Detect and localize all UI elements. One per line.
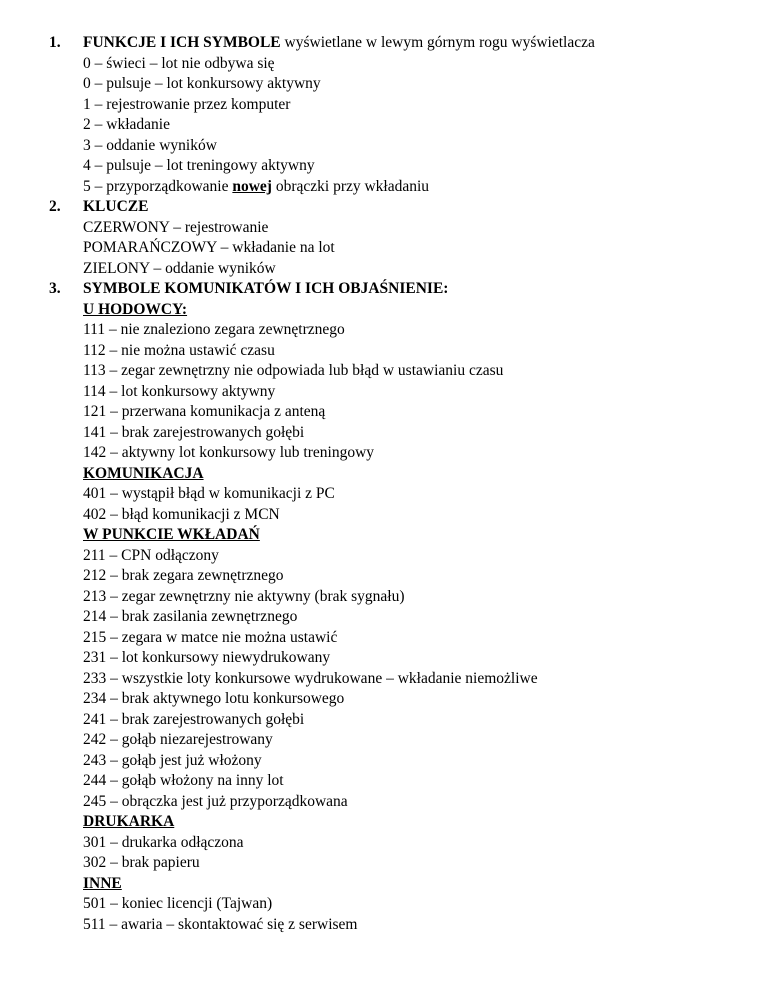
subheading xyxy=(0,874,768,895)
section-title: SYMBOLE KOMUNIKATÓW I ICH OBJAŚNIENIE: xyxy=(83,280,449,297)
subheading xyxy=(0,812,768,833)
list-item: 121 – przerwana komunikacja z anteną xyxy=(83,403,326,420)
list-item: 242 – gołąb niezarejestrowany xyxy=(83,731,273,748)
list-item: 111 – nie znaleziono zegara zewnętrznego xyxy=(83,321,345,338)
subheading-text: INNE xyxy=(83,874,122,892)
list-item: 234 – brak aktywnego lotu konkursowego xyxy=(83,690,345,707)
list-item: 244 – gołąb włożony na inny lot xyxy=(83,772,284,789)
section-number: 2. xyxy=(49,198,61,215)
list-item: 213 – zegar zewnętrzny nie aktywny (brak sygnału) xyxy=(83,587,405,605)
list-item: 0 – świeci – lot nie odbywa się xyxy=(83,54,275,72)
list-item: 215 – zegara w matce nie można ustawić xyxy=(83,628,338,646)
list-item: 231 – lot konkursowy niewydrukowany xyxy=(83,649,331,666)
list-item: 0 – pulsuje – lot konkursowy aktywny xyxy=(83,75,321,92)
list-item: 212 – brak zegara zewnętrznego xyxy=(83,567,284,584)
list-item: 112 – nie można ustawić czasu xyxy=(83,341,275,359)
list-item: 511 – awaria – skontaktować się z serwisem xyxy=(83,915,358,933)
group-hodowca xyxy=(0,300,768,464)
section-title-bold: FUNKCJE I ICH SYMBOLE xyxy=(83,34,281,51)
section-number: 3. xyxy=(49,280,61,297)
emphasis-new: nowej xyxy=(232,177,272,195)
subheading xyxy=(0,525,768,546)
list-item: 214 – brak zasilania zewnętrznego xyxy=(83,608,298,625)
list-item: 1 – rejestrowanie przez komputer xyxy=(83,95,291,113)
section-2-heading xyxy=(0,197,768,218)
list-item: 142 – aktywny lot konkursowy lub treningowy xyxy=(83,444,375,461)
subheading xyxy=(0,300,768,321)
section-title-rest: wyświetlane w lewym górnym rogu wyświetlacza xyxy=(280,34,595,51)
document-page xyxy=(0,33,768,935)
list-item: 3 – oddanie wyników xyxy=(83,136,217,154)
subheading-text: W PUNKCIE WKŁADAŃ xyxy=(83,526,260,543)
section-number: 1. xyxy=(49,34,61,51)
list-item: POMARAŃCZOWY – wkładanie na lot xyxy=(83,239,335,256)
group-drukarka xyxy=(0,812,768,874)
group-komunikacja xyxy=(0,464,768,526)
list-item: 245 – obrączka jest już przyporządkowana xyxy=(83,792,348,810)
list-item xyxy=(0,177,768,198)
list-item: 243 – gołąb jest już włożony xyxy=(83,751,262,769)
list-item: 402 – błąd komunikacji z MCN xyxy=(83,505,280,523)
list-item: 301 – drukarka odłączona xyxy=(83,833,244,851)
subheading-text: U HODOWCY: xyxy=(83,300,188,318)
list-item: 113 – zegar zewnętrzny nie odpowiada lub błąd w ustawianiu czasu xyxy=(83,362,504,379)
list-item: 302 – brak papieru xyxy=(83,854,200,871)
list-item: 141 – brak zarejestrowanych gołębi xyxy=(83,423,305,441)
list-item: 401 – wystąpił błąd w komunikacji z PC xyxy=(83,485,335,502)
section-title: KLUCZE xyxy=(83,198,149,215)
section-1-heading xyxy=(0,33,768,54)
section-3-heading xyxy=(0,279,768,300)
list-item: 2 – wkładanie xyxy=(83,116,170,133)
list-item-text: 5 – przyporządkowanie xyxy=(83,177,233,195)
list-item: 114 – lot konkursowy aktywny xyxy=(83,382,276,400)
section-1-list xyxy=(0,54,768,198)
list-item: 501 – koniec licencji (Tajwan) xyxy=(83,895,273,912)
section-title xyxy=(83,33,595,54)
list-item: ZIELONY – oddanie wyników xyxy=(83,259,276,277)
group-wkladanie xyxy=(0,525,768,812)
list-item: 233 – wszystkie loty konkursowe wydrukowane – wkładanie niemożliwe xyxy=(83,669,538,687)
subheading-text: DRUKARKA xyxy=(83,813,175,830)
subheading-text: KOMUNIKACJA xyxy=(83,464,204,482)
list-item: 241 – brak zarejestrowanych gołębi xyxy=(83,710,305,728)
list-item: CZERWONY – rejestrowanie xyxy=(83,218,269,236)
list-item-text: obrączki przy wkładaniu xyxy=(271,177,430,195)
list-item: 4 – pulsuje – lot treningowy aktywny xyxy=(83,157,315,174)
section-2-list xyxy=(0,218,768,280)
subheading xyxy=(0,464,768,485)
list-item: 211 – CPN odłączony xyxy=(83,546,219,564)
group-inne xyxy=(0,874,768,936)
